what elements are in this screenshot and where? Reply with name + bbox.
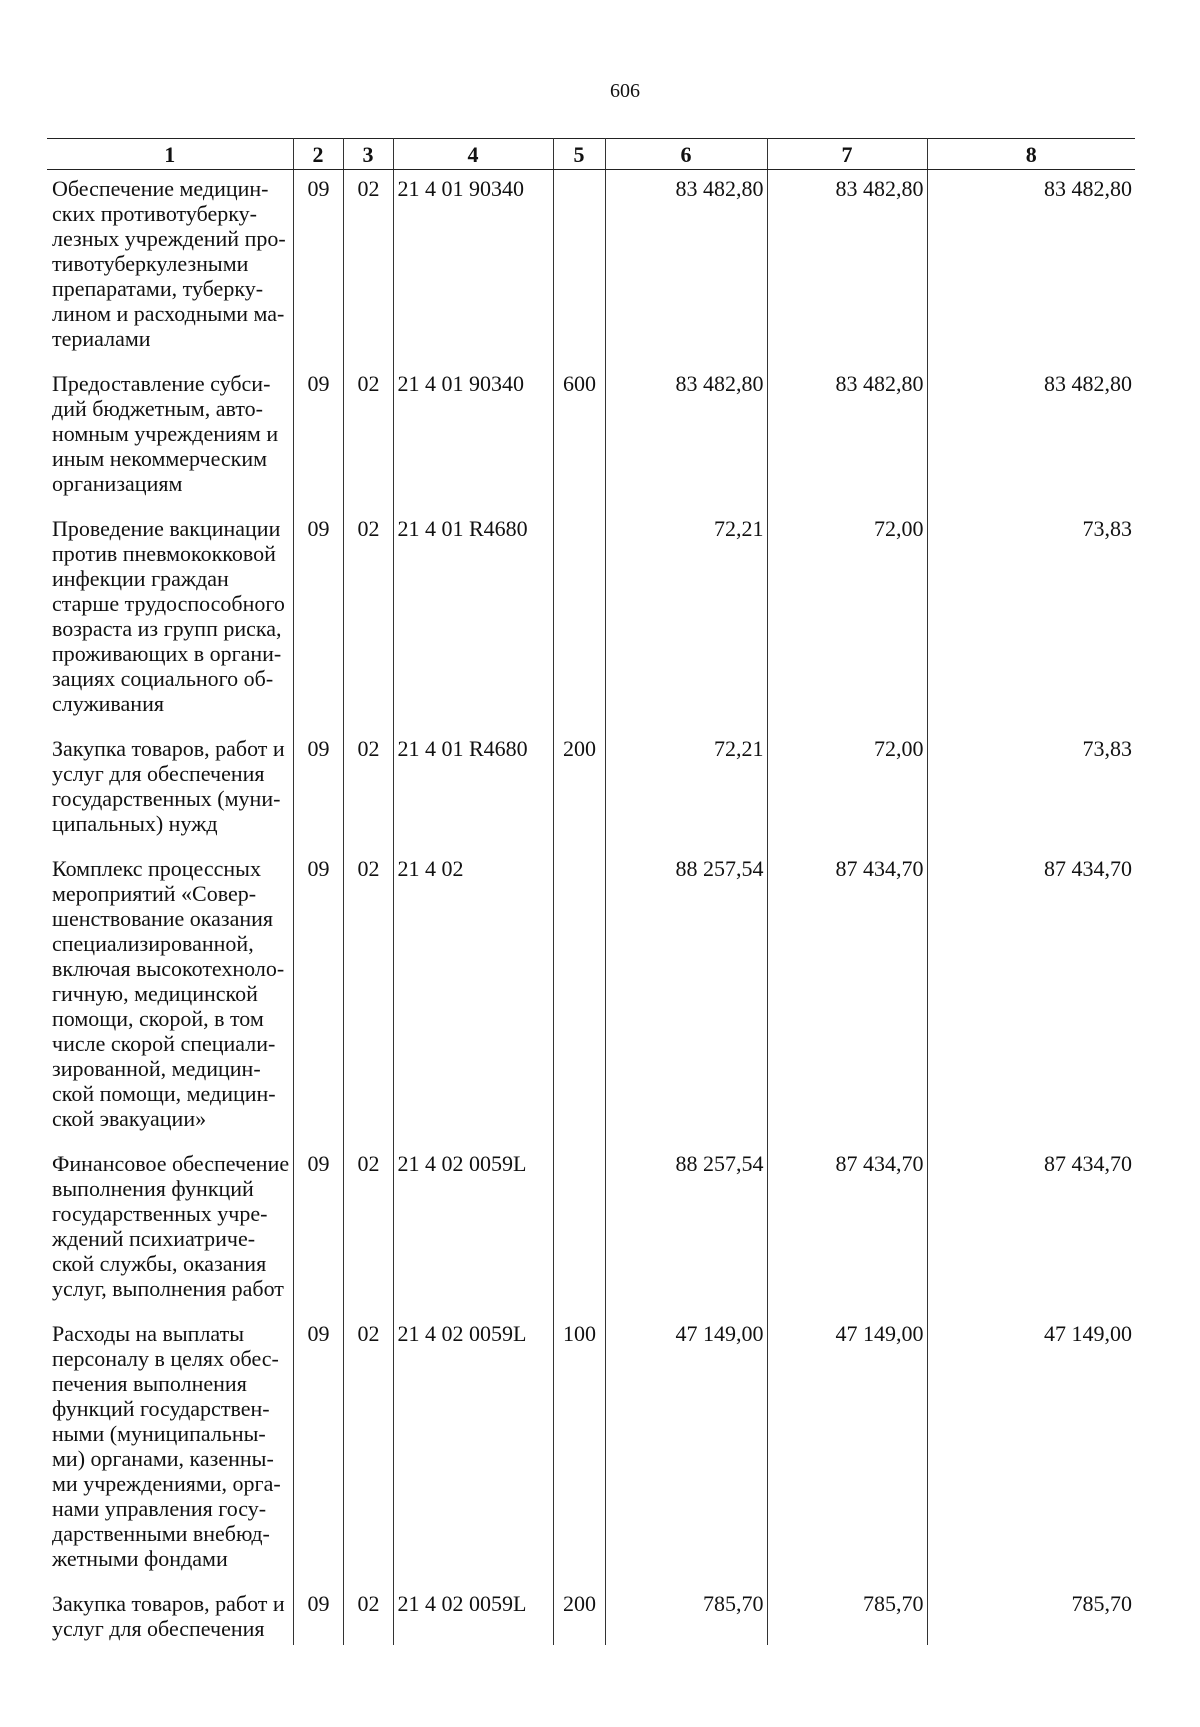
- row-target-article: 21 4 02 0059L: [393, 1315, 553, 1585]
- row-target-article: 21 4 01 R4680: [393, 730, 553, 850]
- row-amount-year-2: 72,00: [767, 730, 927, 850]
- table-row: [47, 1145, 1135, 1315]
- row-amount-year-1: 72,21: [605, 730, 767, 850]
- header-col-4: 4: [393, 139, 553, 170]
- row-expense-type: 200: [553, 1585, 605, 1645]
- header-col-1: 1: [47, 139, 293, 170]
- row-expense-type: 200: [553, 730, 605, 850]
- row-amount-year-1: 83 482,80: [605, 170, 767, 366]
- row-target-article: 21 4 02 0059L: [393, 1585, 553, 1645]
- row-subsection: 02: [343, 850, 393, 1145]
- row-target-article: 21 4 02: [393, 850, 553, 1145]
- row-expense-type: [553, 850, 605, 1145]
- row-name: Обеспечение медицин-ских противотуберку-лезных учреждений про-тивотуберкулезными препаратами, туберку-лином и расходными ма-териалами: [47, 170, 293, 366]
- row-name: Комплекс процессных мероприятий «Совер-шенствование оказания специализированной, включая высокотехноло-гичную, медицинской помощи, скорой, в том числе скорой специали-зированной, медицин-ской помощи, медицин-ской эвакуации»: [47, 850, 293, 1145]
- table-row: [47, 850, 1135, 1145]
- table-row: [47, 730, 1135, 850]
- row-name: Финансовое обеспечение выполнения функций государственных учре-ждений психиатриче-ской службы, оказания услуг, выполнения работ: [47, 1145, 293, 1315]
- row-name: Закупка товаров, работ и услуг для обеспечения государственных (муни-ципальных) нужд: [47, 730, 293, 850]
- row-amount-year-1: 88 257,54: [605, 850, 767, 1145]
- row-section: 09: [293, 850, 343, 1145]
- row-amount-year-3: 785,70: [927, 1585, 1135, 1645]
- table-row: [47, 1315, 1135, 1585]
- row-subsection: 02: [343, 1585, 393, 1645]
- row-expense-type: 600: [553, 365, 605, 510]
- row-amount-year-3: 87 434,70: [927, 1145, 1135, 1315]
- row-amount-year-1: 88 257,54: [605, 1145, 767, 1315]
- row-expense-type: 100: [553, 1315, 605, 1585]
- row-section: 09: [293, 730, 343, 850]
- row-amount-year-3: 73,83: [927, 730, 1135, 850]
- row-amount-year-1: 785,70: [605, 1585, 767, 1645]
- row-name: Проведение вакцинации против пневмококковой инфекции граждан старше трудоспособного возраста из групп риска, проживающих в органи-зациях социального об-служивания: [47, 510, 293, 730]
- row-subsection: 02: [343, 365, 393, 510]
- row-section: 09: [293, 170, 343, 366]
- row-amount-year-1: 47 149,00: [605, 1315, 767, 1585]
- row-amount-year-2: 87 434,70: [767, 1145, 927, 1315]
- row-target-article: 21 4 01 90340: [393, 170, 553, 366]
- row-amount-year-2: 83 482,80: [767, 365, 927, 510]
- header-col-2: 2: [293, 139, 343, 170]
- header-col-7: 7: [767, 139, 927, 170]
- row-expense-type: [553, 170, 605, 366]
- row-expense-type: [553, 510, 605, 730]
- row-subsection: 02: [343, 730, 393, 850]
- row-section: 09: [293, 1585, 343, 1645]
- row-expense-type: [553, 1145, 605, 1315]
- header-col-3: 3: [343, 139, 393, 170]
- header-col-8: 8: [927, 139, 1135, 170]
- row-subsection: 02: [343, 1145, 393, 1315]
- row-amount-year-2: 785,70: [767, 1585, 927, 1645]
- row-name: Закупка товаров, работ и услуг для обеспечения: [47, 1585, 293, 1645]
- row-section: 09: [293, 365, 343, 510]
- row-amount-year-3: 47 149,00: [927, 1315, 1135, 1585]
- row-target-article: 21 4 01 R4680: [393, 510, 553, 730]
- row-amount-year-3: 83 482,80: [927, 365, 1135, 510]
- budget-table: [47, 138, 1135, 1645]
- row-section: 09: [293, 1315, 343, 1585]
- table-row: [47, 510, 1135, 730]
- row-amount-year-1: 72,21: [605, 510, 767, 730]
- row-name: Расходы на выплаты персоналу в целях обес-печения выполнения функций государствен-ными (муниципальны-ми) органами, казенны-ми учреждениями, орга-нами управления госу-дарственными внебюд-жетными фондами: [47, 1315, 293, 1585]
- header-col-5: 5: [553, 139, 605, 170]
- row-amount-year-2: 47 149,00: [767, 1315, 927, 1585]
- table-row: [47, 1585, 1135, 1645]
- row-amount-year-1: 83 482,80: [605, 365, 767, 510]
- row-subsection: 02: [343, 1315, 393, 1585]
- row-subsection: 02: [343, 510, 393, 730]
- table-row: [47, 170, 1135, 366]
- page-number: 606: [610, 80, 640, 102]
- row-name: Предоставление субси-дий бюджетным, авто-номным учреждениям и иным некоммерческим организациям: [47, 365, 293, 510]
- row-target-article: 21 4 02 0059L: [393, 1145, 553, 1315]
- table-row: [47, 365, 1135, 510]
- row-amount-year-3: 83 482,80: [927, 170, 1135, 366]
- row-amount-year-2: 83 482,80: [767, 170, 927, 366]
- table-header-row: [47, 139, 1135, 170]
- row-section: 09: [293, 510, 343, 730]
- row-amount-year-3: 73,83: [927, 510, 1135, 730]
- row-target-article: 21 4 01 90340: [393, 365, 553, 510]
- row-amount-year-2: 72,00: [767, 510, 927, 730]
- row-amount-year-3: 87 434,70: [927, 850, 1135, 1145]
- row-subsection: 02: [343, 170, 393, 366]
- row-section: 09: [293, 1145, 343, 1315]
- header-col-6: 6: [605, 139, 767, 170]
- row-amount-year-2: 87 434,70: [767, 850, 927, 1145]
